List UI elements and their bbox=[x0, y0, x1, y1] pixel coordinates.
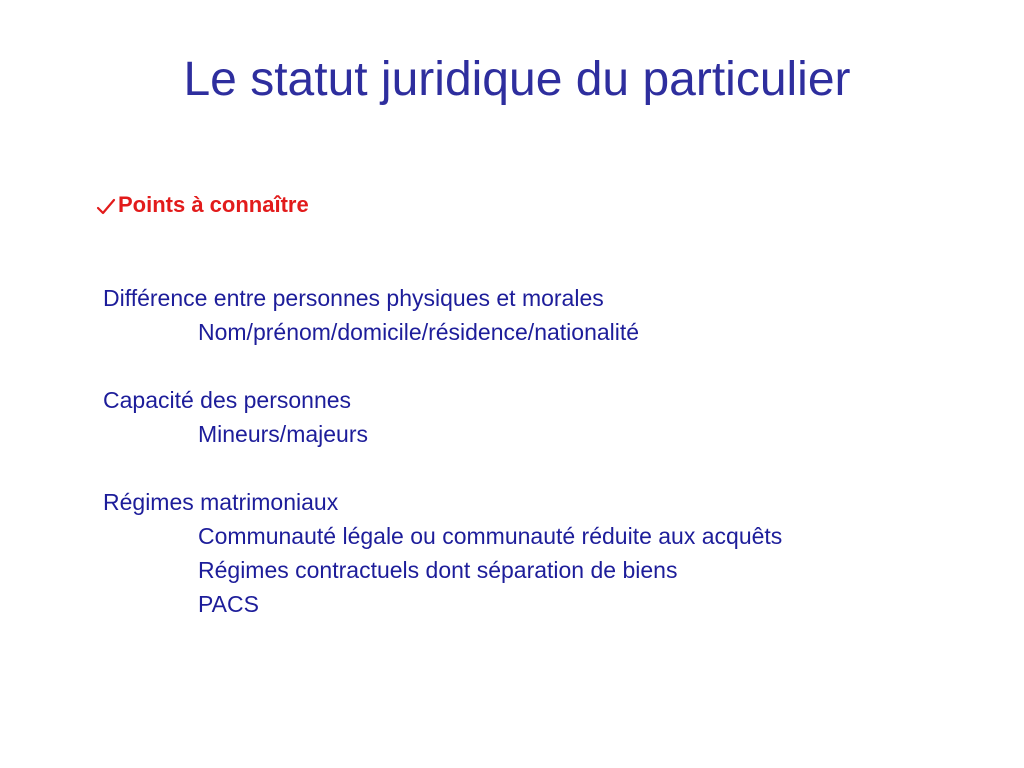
content-list bbox=[103, 281, 782, 621]
points-header-label: Points à connaître bbox=[118, 192, 309, 217]
section-item: Nom/prénom/domicile/résidence/nationalité bbox=[198, 319, 640, 345]
section-item: Mineurs/majeurs bbox=[198, 421, 368, 447]
section-heading: Différence entre personnes physiques et morales bbox=[103, 285, 604, 311]
section-heading: Capacité des personnes bbox=[103, 387, 352, 413]
slide-title: Le statut juridique du particulier bbox=[183, 53, 851, 106]
section-item: Communauté légale ou communauté réduite aux acquêts bbox=[198, 523, 783, 549]
spacer bbox=[103, 349, 782, 383]
points-header bbox=[95, 188, 309, 222]
spacer bbox=[103, 451, 782, 485]
section-item: Régimes contractuels dont séparation de biens bbox=[198, 557, 678, 583]
section-item: PACS bbox=[198, 591, 259, 617]
section-heading: Régimes matrimoniaux bbox=[103, 489, 339, 515]
checkmark-icon bbox=[95, 194, 117, 216]
